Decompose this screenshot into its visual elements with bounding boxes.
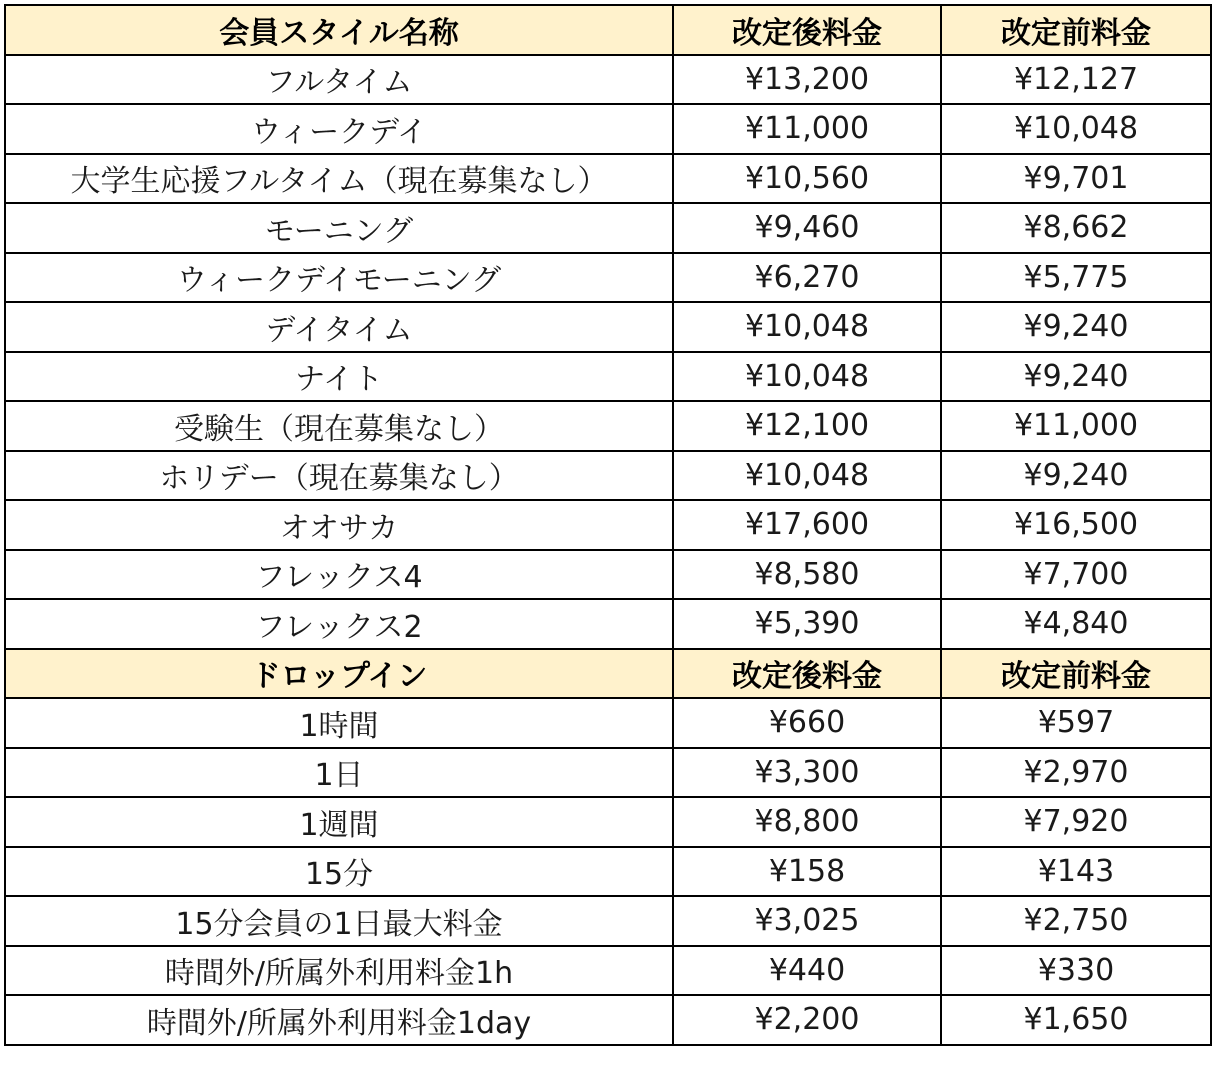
old-price-cell: ¥143: [941, 847, 1211, 897]
new-price-cell: ¥5,390: [673, 599, 941, 649]
old-price-cell: ¥9,240: [941, 451, 1211, 501]
plan-name-cell: 1週間: [5, 797, 673, 847]
old-price-cell: ¥2,750: [941, 896, 1211, 946]
table-row: [5, 797, 1211, 847]
table-row: [5, 946, 1211, 996]
new-price-cell: ¥9,460: [673, 203, 941, 253]
old-price-cell: ¥597: [941, 698, 1211, 748]
new-price-cell: ¥11,000: [673, 104, 941, 154]
old-price-cell: ¥11,000: [941, 401, 1211, 451]
plan-name-cell: フレックス2: [5, 599, 673, 649]
old-price-cell: ¥9,701: [941, 154, 1211, 204]
table-row: [5, 451, 1211, 501]
table-row: [5, 698, 1211, 748]
plan-name-cell: ウィークデイモーニング: [5, 253, 673, 303]
plan-name-cell: 1日: [5, 748, 673, 798]
new-price-cell: ¥10,048: [673, 352, 941, 402]
plan-name-cell: ウィークデイ: [5, 104, 673, 154]
plan-name-cell: 受験生（現在募集なし）: [5, 401, 673, 451]
new-price-cell: ¥8,580: [673, 550, 941, 600]
old-price-cell: ¥4,840: [941, 599, 1211, 649]
plan-name-cell: 時間外/所属外利用料金1day: [5, 995, 673, 1045]
header-old-price-cell: 改定前料金: [941, 5, 1211, 55]
table-row: [5, 104, 1211, 154]
plan-name-cell: モーニング: [5, 203, 673, 253]
new-price-cell: ¥158: [673, 847, 941, 897]
old-price-cell: ¥9,240: [941, 302, 1211, 352]
pricing-table-body: [5, 5, 1211, 1045]
table-row: [5, 302, 1211, 352]
old-price-cell: ¥7,920: [941, 797, 1211, 847]
plan-name-cell: 時間外/所属外利用料金1h: [5, 946, 673, 996]
plan-name-cell: オオサカ: [5, 500, 673, 550]
plan-name-cell: フルタイム: [5, 55, 673, 105]
old-price-cell: ¥1,650: [941, 995, 1211, 1045]
plan-name-cell: ナイト: [5, 352, 673, 402]
old-price-cell: ¥7,700: [941, 550, 1211, 600]
header-name-cell: 会員スタイル名称: [5, 5, 673, 55]
table-row: [5, 55, 1211, 105]
plan-name-cell: 1時間: [5, 698, 673, 748]
table-row: [5, 748, 1211, 798]
new-price-cell: ¥3,025: [673, 896, 941, 946]
header-new-price-cell: 改定後料金: [673, 649, 941, 699]
table-row: [5, 352, 1211, 402]
table-row: [5, 896, 1211, 946]
table-row: [5, 599, 1211, 649]
old-price-cell: ¥12,127: [941, 55, 1211, 105]
new-price-cell: ¥6,270: [673, 253, 941, 303]
header-old-price-cell: 改定前料金: [941, 649, 1211, 699]
new-price-cell: ¥3,300: [673, 748, 941, 798]
table-row: [5, 401, 1211, 451]
plan-name-cell: 15分会員の1日最大料金: [5, 896, 673, 946]
new-price-cell: ¥2,200: [673, 995, 941, 1045]
table-row: [5, 154, 1211, 204]
header-new-price-cell: 改定後料金: [673, 5, 941, 55]
table-row: [5, 550, 1211, 600]
old-price-cell: ¥9,240: [941, 352, 1211, 402]
plan-name-cell: ホリデー（現在募集なし）: [5, 451, 673, 501]
table-row: [5, 500, 1211, 550]
old-price-cell: ¥10,048: [941, 104, 1211, 154]
plan-name-cell: 大学生応援フルタイム（現在募集なし）: [5, 154, 673, 204]
plan-name-cell: フレックス4: [5, 550, 673, 600]
new-price-cell: ¥660: [673, 698, 941, 748]
header-name-cell: ドロップイン: [5, 649, 673, 699]
old-price-cell: ¥16,500: [941, 500, 1211, 550]
new-price-cell: ¥8,800: [673, 797, 941, 847]
new-price-cell: ¥12,100: [673, 401, 941, 451]
dropin-header-row: [5, 649, 1211, 699]
old-price-cell: ¥2,970: [941, 748, 1211, 798]
table-row: [5, 253, 1211, 303]
new-price-cell: ¥17,600: [673, 500, 941, 550]
old-price-cell: ¥330: [941, 946, 1211, 996]
table-row: [5, 995, 1211, 1045]
old-price-cell: ¥5,775: [941, 253, 1211, 303]
pricing-table: [4, 4, 1212, 1046]
plan-name-cell: デイタイム: [5, 302, 673, 352]
membership-header-row: [5, 5, 1211, 55]
new-price-cell: ¥10,048: [673, 451, 941, 501]
table-row: [5, 847, 1211, 897]
new-price-cell: ¥13,200: [673, 55, 941, 105]
old-price-cell: ¥8,662: [941, 203, 1211, 253]
table-row: [5, 203, 1211, 253]
plan-name-cell: 15分: [5, 847, 673, 897]
new-price-cell: ¥440: [673, 946, 941, 996]
new-price-cell: ¥10,560: [673, 154, 941, 204]
new-price-cell: ¥10,048: [673, 302, 941, 352]
